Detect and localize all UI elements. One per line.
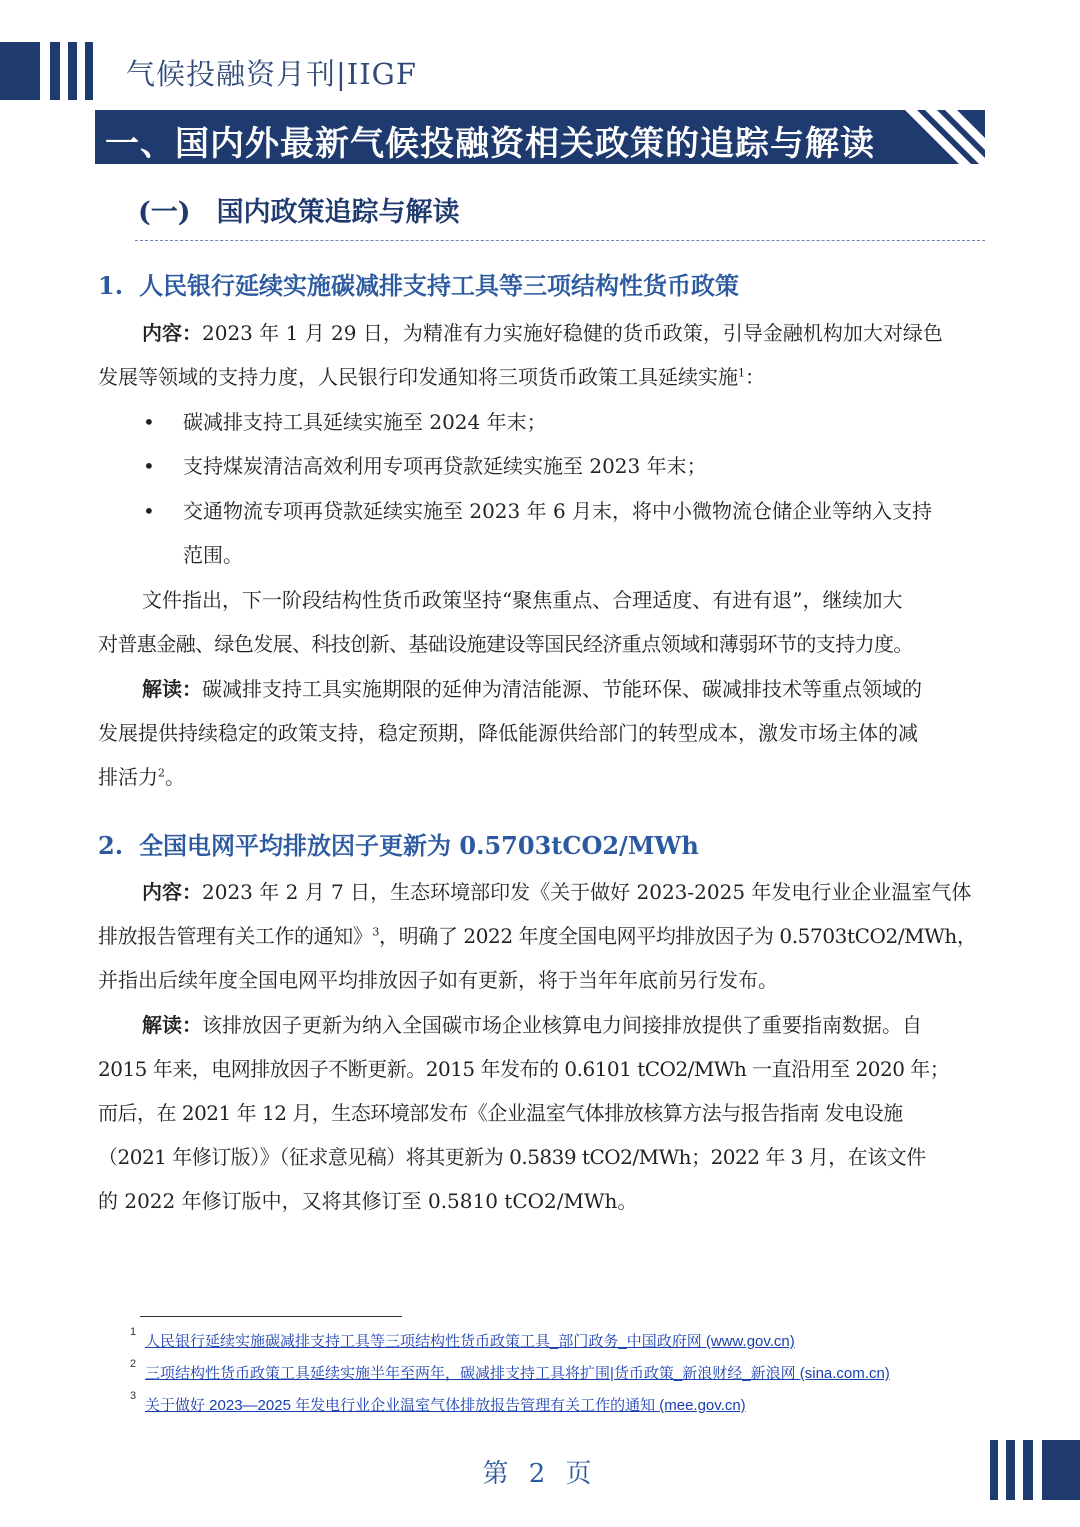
item2-interp-label: 解读： bbox=[142, 1013, 202, 1037]
item2-heading bbox=[98, 826, 699, 861]
item1-interp-line: 排活力 bbox=[98, 765, 158, 789]
item2-interp-line: 的 2022 年修订版中，又将其修订至 0.5810 tCO2/MWh。 bbox=[98, 1189, 638, 1213]
bullet-item bbox=[143, 400, 985, 444]
item2-interp-line: 该排放因子更新为纳入全国碳市场企业核算电力间接排放提供了重要指南数据。自 bbox=[202, 1013, 922, 1037]
section-title: 一、国内外最新气候投融资相关政策的追踪与解读 bbox=[105, 124, 875, 164]
item1-interp-paragraph bbox=[98, 667, 984, 799]
bullet-item bbox=[143, 444, 985, 488]
footnote-ref[interactable]: 2 bbox=[158, 766, 165, 780]
bullet-text: 范围。 bbox=[183, 543, 243, 567]
item2-interp-line: （2021 年修订版）》（征求意见稿）将其更新为 0.5839 tCO2/MWh；2022 年 3 月，在该文件 bbox=[98, 1145, 926, 1169]
item2-title: 全国电网平均排放因子更新为 0.5703tCO2/MWh bbox=[139, 831, 699, 860]
subsection-title: 国内政策追踪与解读 bbox=[216, 197, 460, 228]
bullet-icon: • bbox=[143, 499, 155, 523]
item1-interp-line: 发展提供持续稳定的政策支持，稳定预期，降低能源供给部门的转型成本，激发市场主体的减 bbox=[98, 721, 918, 745]
bullet-icon: • bbox=[143, 410, 155, 434]
item1-content-label: 内容： bbox=[142, 321, 202, 345]
subsection-number: (一) bbox=[138, 197, 191, 228]
item2-content-line: 并指出后续年度全国电网平均排放因子如有更新，将于当年年底前另行发布。 bbox=[98, 968, 778, 992]
bullet-text: 支持煤炭清洁高效利用专项再贷款延续实施至 2023 年末； bbox=[183, 454, 707, 478]
footnote-mark: 1 bbox=[130, 1326, 137, 1338]
footnote-link[interactable]: 人民银行延续实施碳减排支持工具等三项结构性货币政策工具_部门政务_中国政府网 (www.gov.cn) bbox=[145, 1333, 795, 1350]
header-decoration-bars bbox=[0, 42, 100, 100]
bullet-text: 交通物流专项再贷款延续实施至 2023 年 6 月末，将中小微物流仓储企业等纳入支持 bbox=[183, 499, 933, 523]
item1-title: 人民银行延续实施碳减排支持工具等三项结构性货币政策 bbox=[139, 271, 740, 300]
bullet-item bbox=[143, 489, 985, 577]
item1-heading bbox=[98, 266, 739, 301]
item1-number: 1. bbox=[98, 271, 124, 300]
footnote-ref[interactable]: 1 bbox=[738, 366, 745, 380]
page-number: 第 2 页 bbox=[482, 1459, 598, 1489]
item1-content-line: 发展等领域的支持力度，人民银行印发通知将三项货币政策工具延续实施 bbox=[98, 365, 738, 389]
item2-content-label: 内容： bbox=[142, 880, 202, 904]
item1-interp-line: 碳减排支持工具实施期限的延伸为清洁能源、节能环保、碳减排技术等重点领域的 bbox=[202, 677, 922, 701]
banner-stripes-icon bbox=[895, 110, 985, 164]
journal-title: 气候投融资月刊|IIGF bbox=[126, 57, 417, 91]
bullet-text: 碳减排支持工具延续实施至 2024 年末； bbox=[183, 410, 547, 434]
item2-number: 2. bbox=[98, 831, 124, 860]
dashed-divider bbox=[135, 240, 985, 241]
item1-interp-label: 解读： bbox=[142, 677, 202, 701]
footnote-link[interactable]: 关于做好 2023—2025 年发电行业企业温室气体排放报告管理有关工作的通知 (mee.gov.cn) bbox=[145, 1397, 746, 1414]
footer-decoration-bars bbox=[990, 1440, 1080, 1500]
item2-interp-line: 2015 年来，电网排放因子不断更新。2015 年发布的 0.6101 tCO2/MWh 一直沿用至 2020 年； bbox=[98, 1057, 950, 1081]
item2-content-line: ，明确了 2022 年度全国电网平均排放因子为 0.5703tCO2/MWh， bbox=[379, 924, 977, 948]
item2-content-line: 排放报告管理有关工作的通知》 bbox=[98, 924, 373, 948]
subsection-heading bbox=[138, 190, 460, 229]
footnote-divider bbox=[140, 1316, 402, 1317]
footnote-link[interactable]: 三项结构性货币政策工具延续实施半年至两年，碳减排支持工具将扩围|货币政策_新浪财经_新浪网 (sina.com.cn) bbox=[145, 1365, 890, 1382]
item2-interp-paragraph bbox=[98, 1003, 984, 1223]
item2-interp-line: 而后，在 2021 年 12 月，生态环境部发布《企业温室气体排放核算方法与报告指南 发电设施 bbox=[98, 1101, 903, 1125]
item1-content-paragraph bbox=[98, 311, 984, 399]
bullet-icon: • bbox=[143, 454, 155, 478]
item2-content-line: 2023 年 2 月 7 日，生态环境部印发《关于做好 2023-2025 年发电行业企业温室气体 bbox=[202, 880, 972, 904]
item1-doc-line: 文件指出，下一阶段结构性货币政策坚持“聚焦重点、合理适度、有进有退”，继续加大 bbox=[142, 588, 903, 612]
item1-content-line: ： bbox=[745, 365, 765, 389]
item1-doc-line: 对普惠金融、绿色发展、科技创新、基础设施建设等国民经济重点领域和薄弱环节的支持力度。 bbox=[98, 632, 913, 656]
section-banner bbox=[95, 110, 985, 164]
footnote-ref[interactable]: 3 bbox=[372, 925, 380, 939]
item2-content-paragraph bbox=[98, 870, 984, 1002]
footnote-mark: 2 bbox=[130, 1358, 137, 1370]
item1-content-line: 2023 年 1 月 29 日，为精准有力实施好稳健的货币政策，引导金融机构加大对绿色 bbox=[202, 321, 943, 345]
footnote-mark: 3 bbox=[130, 1390, 137, 1402]
item1-interp-line: 。 bbox=[165, 765, 185, 789]
item1-doc-paragraph bbox=[98, 578, 984, 666]
